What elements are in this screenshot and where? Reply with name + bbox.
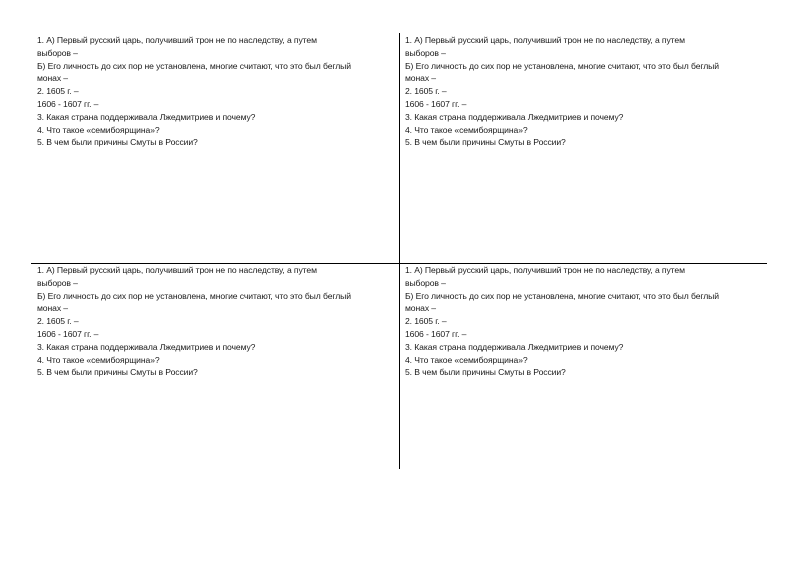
question-4: 4. Что такое «семибоярщина»? xyxy=(37,124,160,135)
question-1a: 1. А) Первый русский царь, получивший трон не по наследству, а путем xyxy=(37,35,317,45)
question-2-sub: 1606 - 1607 гг. – xyxy=(37,328,99,339)
question-3: 3. Какая страна поддерживала Лжедмитриев и почему? xyxy=(405,341,624,352)
question-1b-continued: монах – xyxy=(37,73,68,84)
question-1a: 1. А) Первый русский царь, получивший трон не по наследству, а путем xyxy=(405,265,685,275)
question-4: 4. Что такое «семибоярщина»? xyxy=(37,354,160,365)
question-1b: Б) Его личность до сих пор не установлена, многие считают, что это был беглый xyxy=(405,60,719,71)
worksheet-card-top-left xyxy=(37,34,399,149)
question-2: 2. 1605 г. – xyxy=(405,316,447,327)
question-1a: 1. А) Первый русский царь, получивший трон не по наследству, а путем xyxy=(37,265,317,275)
question-1b-continued: монах – xyxy=(405,303,436,314)
question-1a-continued: выборов – xyxy=(37,47,78,58)
question-2: 2. 1605 г. – xyxy=(37,316,79,327)
question-1b: Б) Его личность до сих пор не установлена, многие считают, что это был беглый xyxy=(37,290,351,301)
question-2-sub: 1606 - 1607 гг. – xyxy=(405,328,467,339)
worksheet-card-bottom-left xyxy=(37,264,399,379)
question-4: 4. Что такое «семибоярщина»? xyxy=(405,124,528,135)
vertical-divider xyxy=(399,33,400,469)
question-2-sub: 1606 - 1607 гг. – xyxy=(405,98,467,109)
question-1a-continued: выборов – xyxy=(405,47,446,58)
question-3: 3. Какая страна поддерживала Лжедмитриев и почему? xyxy=(405,111,624,122)
question-2: 2. 1605 г. – xyxy=(37,86,79,97)
question-5: 5. В чем были причины Смуты в России? xyxy=(405,367,566,378)
question-1b: Б) Его личность до сих пор не установлена, многие считают, что это был беглый xyxy=(405,290,719,301)
question-1a-continued: выборов – xyxy=(405,277,446,288)
question-1b-continued: монах – xyxy=(37,303,68,314)
question-5: 5. В чем были причины Смуты в России? xyxy=(405,137,566,148)
worksheet-card-bottom-right xyxy=(405,264,767,379)
worksheet-card-top-right xyxy=(405,34,767,149)
question-1a-continued: выборов – xyxy=(37,277,78,288)
question-1b-continued: монах – xyxy=(405,73,436,84)
question-2: 2. 1605 г. – xyxy=(405,86,447,97)
question-2-sub: 1606 - 1607 гг. – xyxy=(37,98,99,109)
question-4: 4. Что такое «семибоярщина»? xyxy=(405,354,528,365)
question-3: 3. Какая страна поддерживала Лжедмитриев и почему? xyxy=(37,111,256,122)
question-3: 3. Какая страна поддерживала Лжедмитриев и почему? xyxy=(37,341,256,352)
question-5: 5. В чем были причины Смуты в России? xyxy=(37,367,198,378)
question-1a: 1. А) Первый русский царь, получивший трон не по наследству, а путем xyxy=(405,35,685,45)
question-1b: Б) Его личность до сих пор не установлена, многие считают, что это был беглый xyxy=(37,60,351,71)
question-5: 5. В чем были причины Смуты в России? xyxy=(37,137,198,148)
